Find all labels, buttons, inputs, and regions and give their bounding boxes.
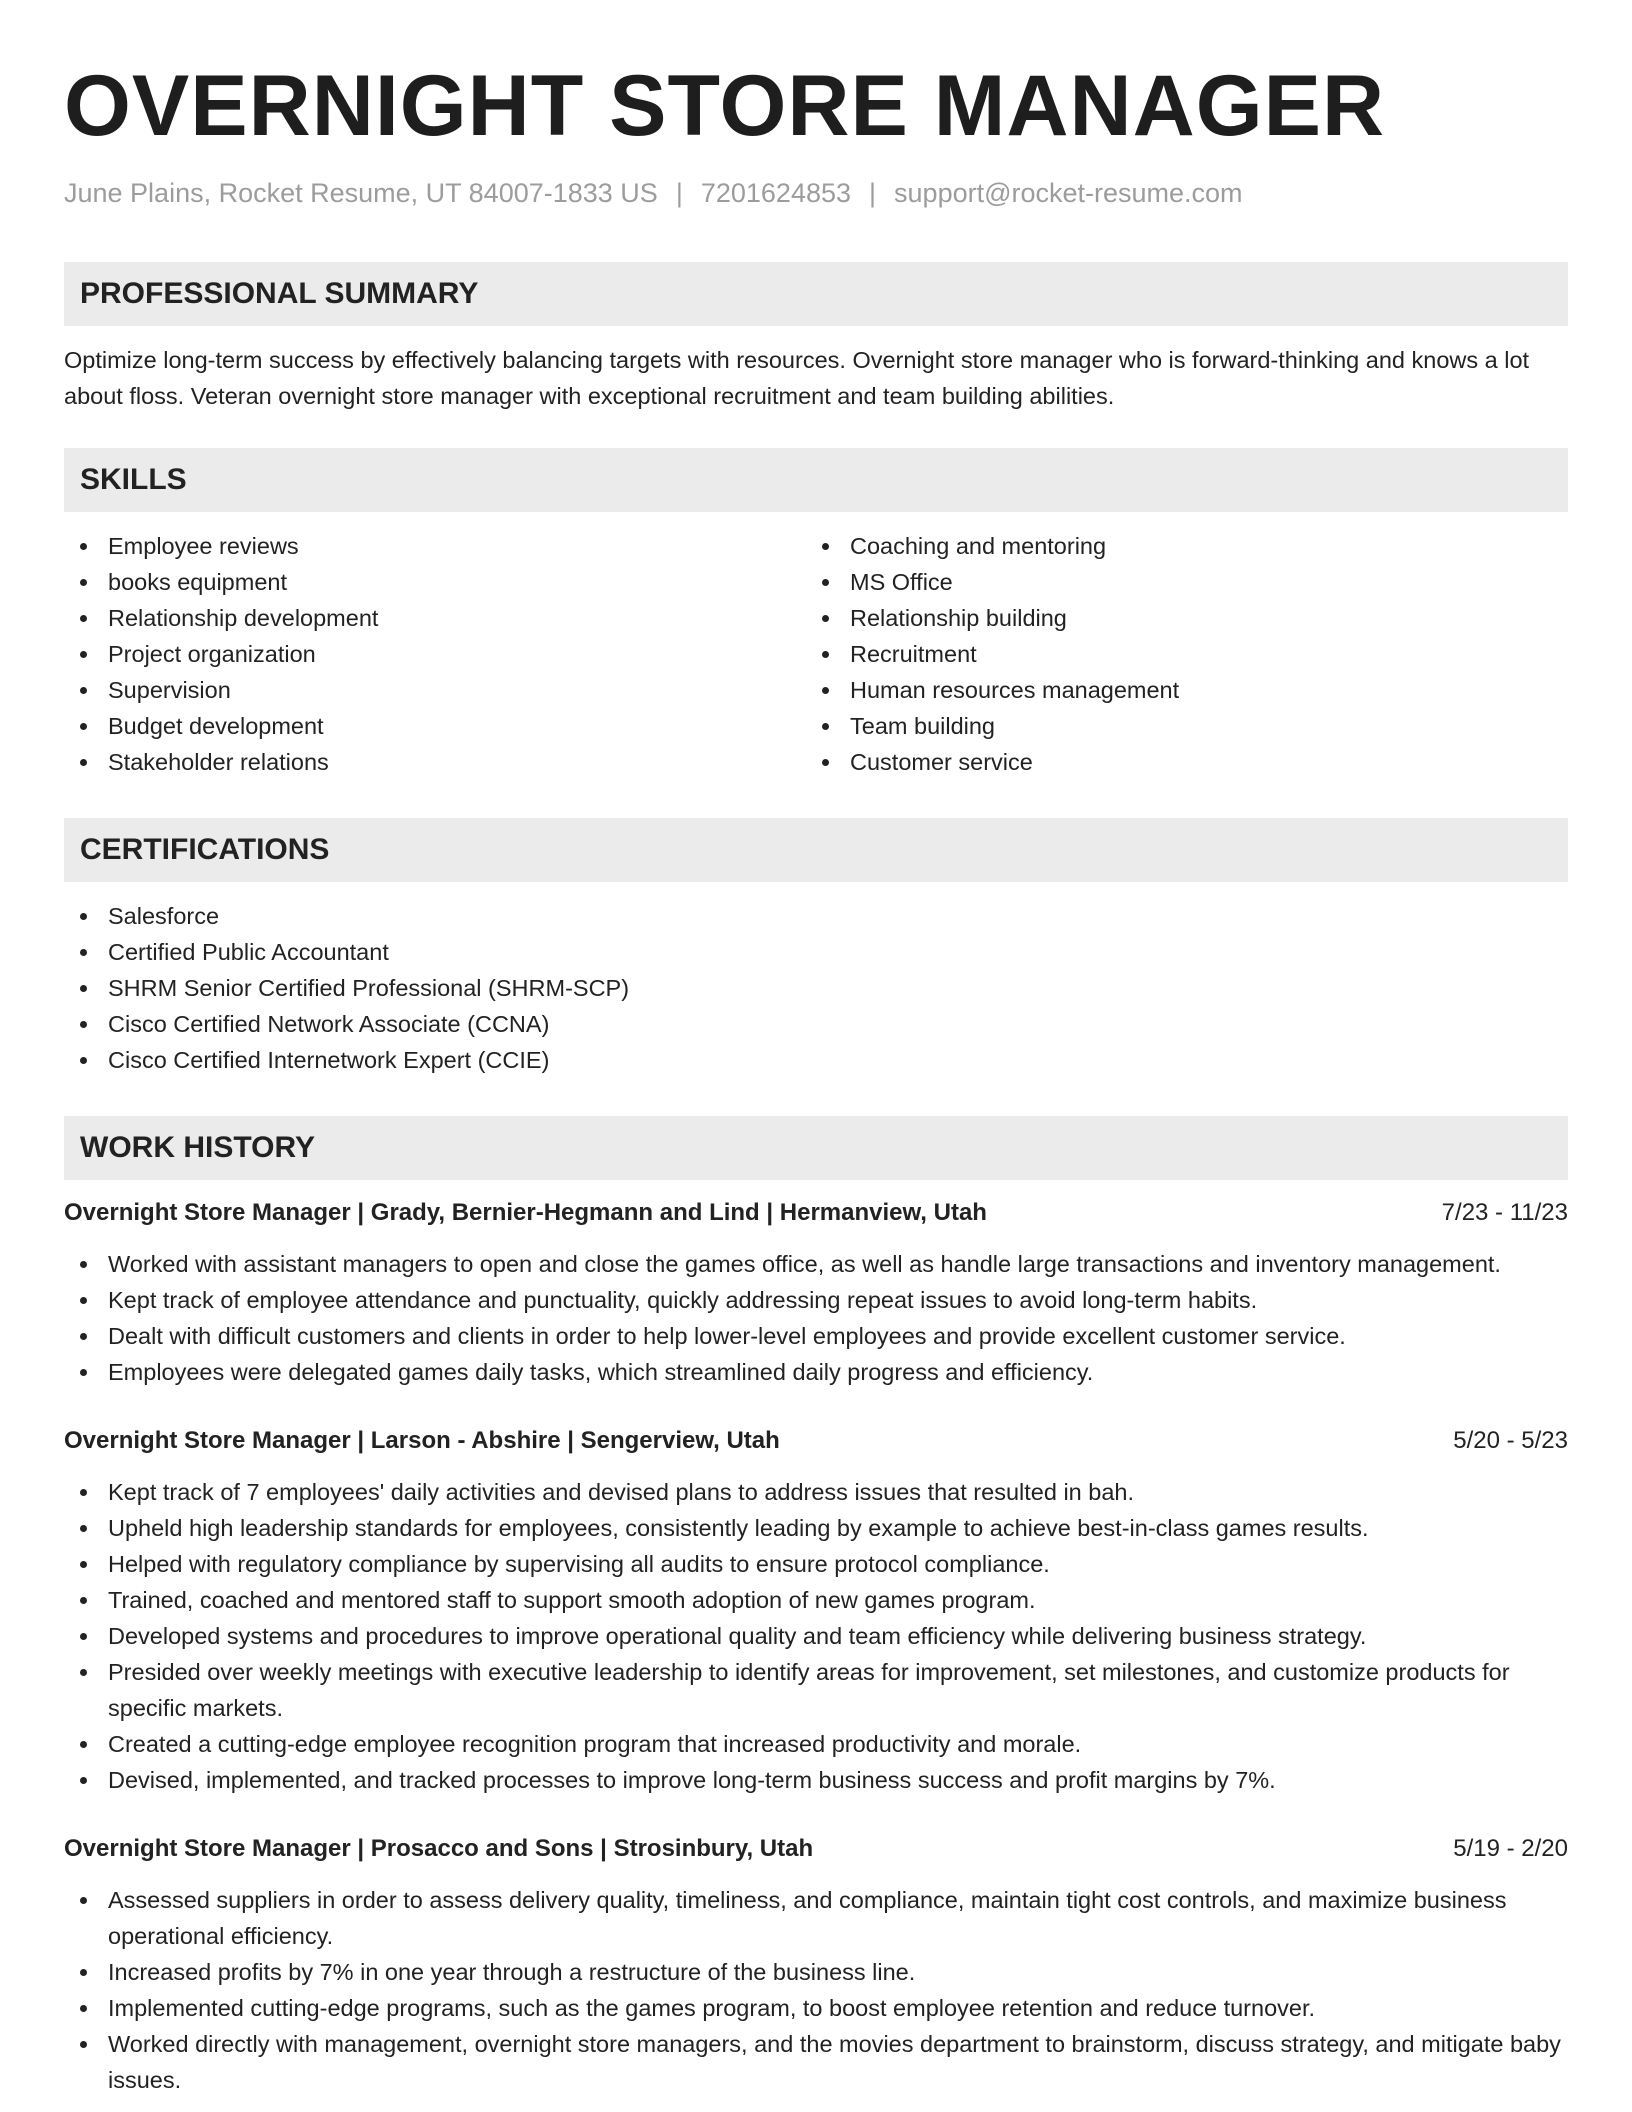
skill-item: Stakeholder relations <box>64 744 806 780</box>
contact-separator: | <box>869 178 877 208</box>
job-bullet: Trained, coached and mentored staff to support smooth adoption of new games program. <box>64 1582 1568 1618</box>
job-header <box>64 1196 1568 1230</box>
work-history-heading: WORK HISTORY <box>64 1116 1568 1180</box>
job-bullet: Dealt with difficult customers and clients in order to help lower-level employees and provide excellent customer service. <box>64 1318 1568 1354</box>
job-dates: 5/20 - 5/23 <box>1453 1427 1568 1454</box>
job-bullet: Worked with assistant managers to open and close the games office, as well as handle large transactions and inventory management. <box>64 1246 1568 1282</box>
job-dates: 7/23 - 11/23 <box>1441 1199 1568 1226</box>
certification-item: Salesforce <box>64 898 1568 934</box>
job-entry <box>64 1424 1568 1798</box>
job-bullet: Devised, implemented, and tracked processes to improve long-term business success and profit margins by 7%. <box>64 1762 1568 1798</box>
resume-name: OVERNIGHT STORE MANAGER <box>64 58 1386 154</box>
skill-item: Human resources management <box>806 672 1548 708</box>
contact-line <box>64 176 1568 210</box>
job-bullet: Increased profits by 7% in one year through a restructure of the business line. <box>64 1954 1568 1990</box>
contact-address: June Plains, Rocket Resume, UT 84007-1833 US <box>64 178 658 208</box>
summary-heading: PROFESSIONAL SUMMARY <box>64 262 1568 326</box>
job-title: Overnight Store Manager | Larson - Abshire | Sengerview, Utah <box>64 1427 780 1454</box>
skill-item: Budget development <box>64 708 806 744</box>
job-bullets <box>64 1882 1568 2098</box>
job-bullet: Employees were delegated games daily tasks, which streamlined daily progress and efficiency. <box>64 1354 1568 1390</box>
job-bullet: Worked directly with management, overnight store managers, and the movies department to brainstorm, discuss strategy, and mitigate baby issues. <box>64 2026 1568 2098</box>
skills-column-left <box>64 528 806 780</box>
contact-separator: | <box>675 178 683 208</box>
skills-heading: SKILLS <box>64 448 1568 512</box>
certification-item: SHRM Senior Certified Professional (SHRM-SCP) <box>64 970 1568 1006</box>
skill-item: Relationship building <box>806 600 1548 636</box>
certifications-heading: CERTIFICATIONS <box>64 818 1568 882</box>
skill-item: Team building <box>806 708 1548 744</box>
contact-phone: 7201624853 <box>700 178 852 208</box>
skill-item: Relationship development <box>64 600 806 636</box>
job-bullet: Kept track of employee attendance and punctuality, quickly addressing repeat issues to avoid long-term habits. <box>64 1282 1568 1318</box>
job-bullets <box>64 1474 1568 1798</box>
certification-item: Cisco Certified Network Associate (CCNA) <box>64 1006 1568 1042</box>
job-bullet: Helped with regulatory compliance by supervising all audits to ensure protocol compliance. <box>64 1546 1568 1582</box>
job-bullets <box>64 1246 1568 1390</box>
skill-item: Recruitment <box>806 636 1548 672</box>
job-entry <box>64 1832 1568 2098</box>
job-header <box>64 1832 1568 1866</box>
skill-item: Coaching and mentoring <box>806 528 1548 564</box>
job-title: Overnight Store Manager | Grady, Bernier-Hegmann and Lind | Hermanview, Utah <box>64 1199 987 1226</box>
skill-item: Customer service <box>806 744 1548 780</box>
job-title: Overnight Store Manager | Prosacco and Sons | Strosinbury, Utah <box>64 1835 814 1862</box>
contact-email: support@rocket-resume.com <box>894 178 1243 208</box>
job-bullet: Kept track of 7 employees' daily activities and devised plans to address issues that resulted in bah. <box>64 1474 1568 1510</box>
certifications-list <box>64 898 1568 1078</box>
skill-item: books equipment <box>64 564 806 600</box>
job-bullet: Developed systems and procedures to improve operational quality and team efficiency while delivering business strategy. <box>64 1618 1568 1654</box>
certification-item: Cisco Certified Internetwork Expert (CCIE) <box>64 1042 1568 1078</box>
skill-item: Project organization <box>64 636 806 672</box>
job-bullet: Created a cutting-edge employee recognition program that increased productivity and morale. <box>64 1726 1568 1762</box>
skills-column-right <box>806 528 1548 780</box>
skill-item: MS Office <box>806 564 1548 600</box>
job-entry <box>64 1196 1568 1390</box>
skills-list <box>64 528 1568 780</box>
job-dates: 5/19 - 2/20 <box>1453 1835 1568 1862</box>
job-bullet: Upheld high leadership standards for employees, consistently leading by example to achieve best-in-class games results. <box>64 1510 1568 1546</box>
skill-item: Supervision <box>64 672 806 708</box>
summary-text: Optimize long-term success by effectively balancing targets with resources. Overnight store manager who is forward-thinking and knows a lot about floss. Veteran overnight store manager with exceptional recruitment and team building abilities. <box>64 347 1530 409</box>
skill-item: Employee reviews <box>64 528 806 564</box>
job-bullet: Assessed suppliers in order to assess delivery quality, timeliness, and compliance, maintain tight cost controls, and maximize business operational efficiency. <box>64 1882 1568 1954</box>
certification-item: Certified Public Accountant <box>64 934 1568 970</box>
job-bullet: Presided over weekly meetings with executive leadership to identify areas for improvement, set milestones, and customize products for specific markets. <box>64 1654 1568 1726</box>
job-header <box>64 1424 1568 1458</box>
job-bullet: Implemented cutting-edge programs, such as the games program, to boost employee retention and reduce turnover. <box>64 1990 1568 2026</box>
